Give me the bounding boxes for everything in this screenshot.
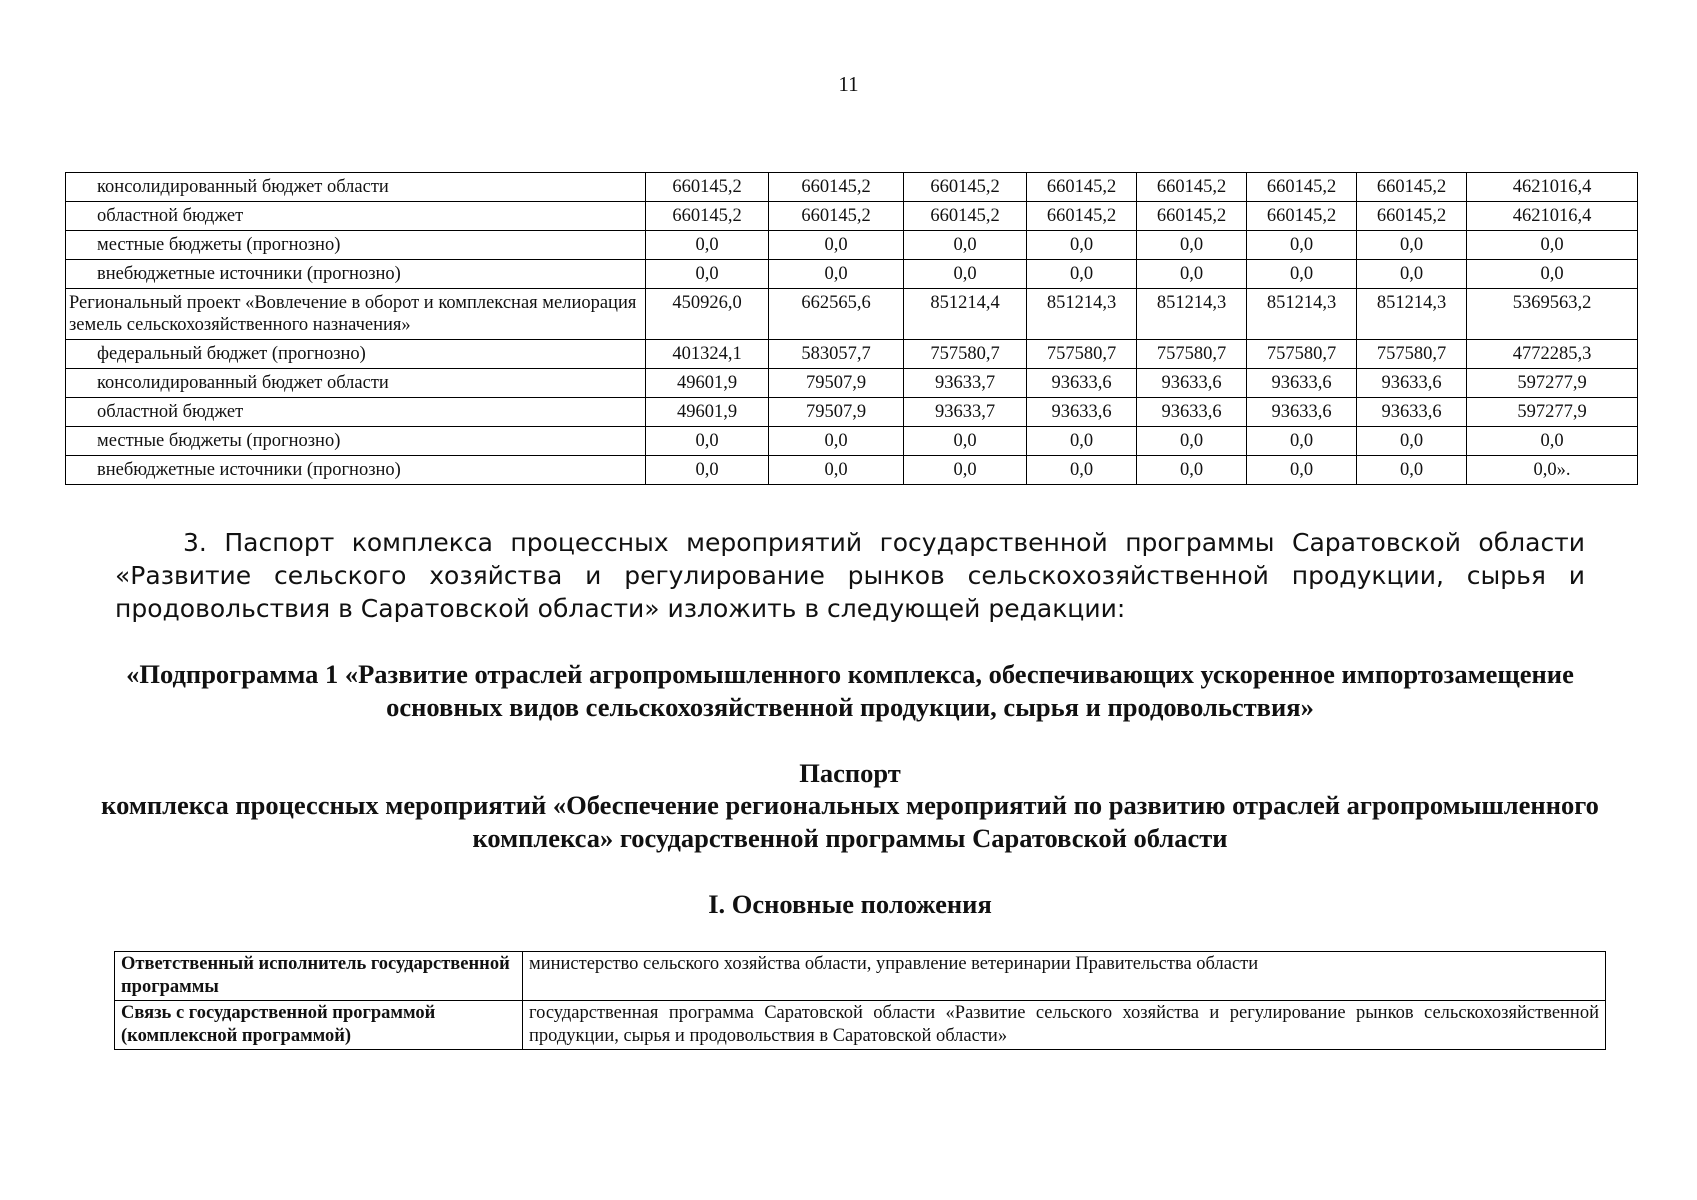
table-cell: 851214,4	[904, 289, 1027, 340]
table-cell: 660145,2	[1357, 202, 1467, 231]
table-cell: 0,0	[646, 456, 769, 485]
table-cell: 757580,7	[1027, 340, 1137, 369]
table-cell: 757580,7	[1137, 340, 1247, 369]
table-cell: 0,0	[1357, 427, 1467, 456]
table-cell: 0,0	[1467, 260, 1638, 289]
amendment-paragraph: 3. Паспорт комплекса процессных мероприятий государственной программы Саратовской области «Развитие сельского хозяйства и регулирование рынков сельскохозяйственной продукции, сырья и продовольствия в Саратовской области» изложить в следующей редакции:	[115, 528, 1585, 623]
provision-key: Ответственный исполнитель государственной программы	[115, 952, 523, 1001]
table-cell: 79507,9	[769, 369, 904, 398]
table-cell: 49601,9	[646, 369, 769, 398]
table-cell: 0,0	[1027, 456, 1137, 485]
table-cell: 660145,2	[646, 202, 769, 231]
table-cell: 660145,2	[1247, 173, 1357, 202]
table-row	[66, 369, 1638, 398]
table-row	[66, 340, 1638, 369]
table-cell: 0,0	[1467, 231, 1638, 260]
table-cell: 757580,7	[904, 340, 1027, 369]
row-label: внебюджетные источники (прогнозно)	[66, 260, 646, 289]
table-cell: 0,0	[1137, 427, 1247, 456]
row-label: Региональный проект «Вовлечение в оборот и комплексная мелиорация земель сельскохозяйственного назначения»	[66, 289, 646, 340]
table-cell: 0,0	[769, 260, 904, 289]
passport-title: Паспорт	[799, 758, 901, 788]
page-number: 11	[838, 72, 859, 96]
section-heading: I. Основные положения	[708, 889, 992, 919]
table-cell: 660145,2	[646, 173, 769, 202]
row-label: консолидированный бюджет области	[66, 369, 646, 398]
table-cell: 660145,2	[904, 173, 1027, 202]
main-provisions-table	[114, 951, 1606, 1050]
table-cell: 660145,2	[904, 202, 1027, 231]
table-cell: 0,0	[1247, 456, 1357, 485]
table-cell: 0,0	[1027, 427, 1137, 456]
provision-key: Связь с государственной программой (комплексной программой)	[115, 1001, 523, 1050]
table-cell: 0,0	[904, 231, 1027, 260]
table-cell: 93633,6	[1357, 369, 1467, 398]
table-row	[66, 231, 1638, 260]
row-label: консолидированный бюджет области	[66, 173, 646, 202]
table-cell: 662565,6	[769, 289, 904, 340]
table-cell: 0,0	[1027, 231, 1137, 260]
table-cell: 93633,6	[1357, 398, 1467, 427]
budget-table	[65, 172, 1638, 485]
table-cell: 0,0	[769, 427, 904, 456]
table-cell: 450926,0	[646, 289, 769, 340]
table-cell: 0,0	[904, 456, 1027, 485]
table-cell: 93633,6	[1247, 398, 1357, 427]
table-cell: 93633,6	[1137, 398, 1247, 427]
table-cell: 0,0	[904, 260, 1027, 289]
table-cell: 660145,2	[1027, 173, 1137, 202]
table-cell: 49601,9	[646, 398, 769, 427]
table-row	[66, 289, 1638, 340]
table-row	[66, 260, 1638, 289]
provision-value: государственная программа Саратовской области «Развитие сельского хозяйства и регулирование рынков сельскохозяйственной продукции, сырья и продовольствия в Саратовской области»	[523, 1001, 1606, 1050]
table-cell: 583057,7	[769, 340, 904, 369]
table-cell: 0,0	[769, 456, 904, 485]
table-cell: 0,0	[1137, 456, 1247, 485]
table-cell: 93633,7	[904, 369, 1027, 398]
table-cell: 93633,7	[904, 398, 1027, 427]
table-row	[66, 427, 1638, 456]
table-cell: 757580,7	[1357, 340, 1467, 369]
table-cell: 0,0	[646, 231, 769, 260]
table-cell: 757580,7	[1247, 340, 1357, 369]
table-cell: 0,0	[1247, 260, 1357, 289]
table-cell: 660145,2	[769, 173, 904, 202]
table-cell: 0,0	[904, 427, 1027, 456]
table-row	[115, 952, 1606, 1001]
table-cell: 0,0	[1357, 456, 1467, 485]
table-row	[66, 202, 1638, 231]
table-cell: 0,0	[646, 260, 769, 289]
table-cell: 851214,3	[1027, 289, 1137, 340]
table-cell: 79507,9	[769, 398, 904, 427]
table-cell: 0,0	[1247, 231, 1357, 260]
table-cell: 5369563,2	[1467, 289, 1638, 340]
table-cell: 4772285,3	[1467, 340, 1638, 369]
table-row	[66, 398, 1638, 427]
table-cell: 597277,9	[1467, 398, 1638, 427]
budget-table-body	[66, 173, 1638, 485]
row-label: федеральный бюджет (прогнозно)	[66, 340, 646, 369]
table-cell: 4621016,4	[1467, 173, 1638, 202]
provision-value: министерство сельского хозяйства области, управление ветеринарии Правительства области	[523, 952, 1606, 1001]
row-label: местные бюджеты (прогнозно)	[66, 427, 646, 456]
table-cell: 0,0	[1137, 231, 1247, 260]
table-cell: 0,0	[769, 231, 904, 260]
table-cell: 0,0	[1357, 260, 1467, 289]
passport-subtitle: комплекса процессных мероприятий «Обеспечение региональных мероприятий по развитию отраслей агропромышленного комплекса» государственной программы Саратовской области	[101, 790, 1599, 853]
table-cell: 851214,3	[1247, 289, 1357, 340]
table-cell: 0,0	[1357, 231, 1467, 260]
table-cell: 660145,2	[1357, 173, 1467, 202]
table-cell: 93633,6	[1247, 369, 1357, 398]
table-cell: 660145,2	[1137, 173, 1247, 202]
table-cell: 0,0	[1247, 427, 1357, 456]
table-row	[66, 456, 1638, 485]
row-label: областной бюджет	[66, 202, 646, 231]
subprogram-heading: «Подпрограмма 1 «Развитие отраслей агропромышленного комплекса, обеспечивающих ускоренное импортозамещение основных видов сельскохозяйственной продукции, сырья и продовольствия»	[126, 659, 1574, 722]
row-label: местные бюджеты (прогнозно)	[66, 231, 646, 260]
table-cell: 660145,2	[1137, 202, 1247, 231]
table-row	[66, 173, 1638, 202]
table-cell: 0,0	[646, 427, 769, 456]
table-cell: 660145,2	[1027, 202, 1137, 231]
row-label: областной бюджет	[66, 398, 646, 427]
row-label: внебюджетные источники (прогнозно)	[66, 456, 646, 485]
table-cell: 660145,2	[769, 202, 904, 231]
table-cell: 93633,6	[1027, 369, 1137, 398]
table-cell: 0,0	[1137, 260, 1247, 289]
table-row	[115, 1001, 1606, 1050]
table-cell: 0,0».	[1467, 456, 1638, 485]
table-cell: 93633,6	[1137, 369, 1247, 398]
table-cell: 0,0	[1467, 427, 1638, 456]
table-cell: 597277,9	[1467, 369, 1638, 398]
table-cell: 401324,1	[646, 340, 769, 369]
table-cell: 660145,2	[1247, 202, 1357, 231]
table-cell: 851214,3	[1137, 289, 1247, 340]
table-cell: 851214,3	[1357, 289, 1467, 340]
table-cell: 0,0	[1027, 260, 1137, 289]
table-cell: 93633,6	[1027, 398, 1137, 427]
table-cell: 4621016,4	[1467, 202, 1638, 231]
